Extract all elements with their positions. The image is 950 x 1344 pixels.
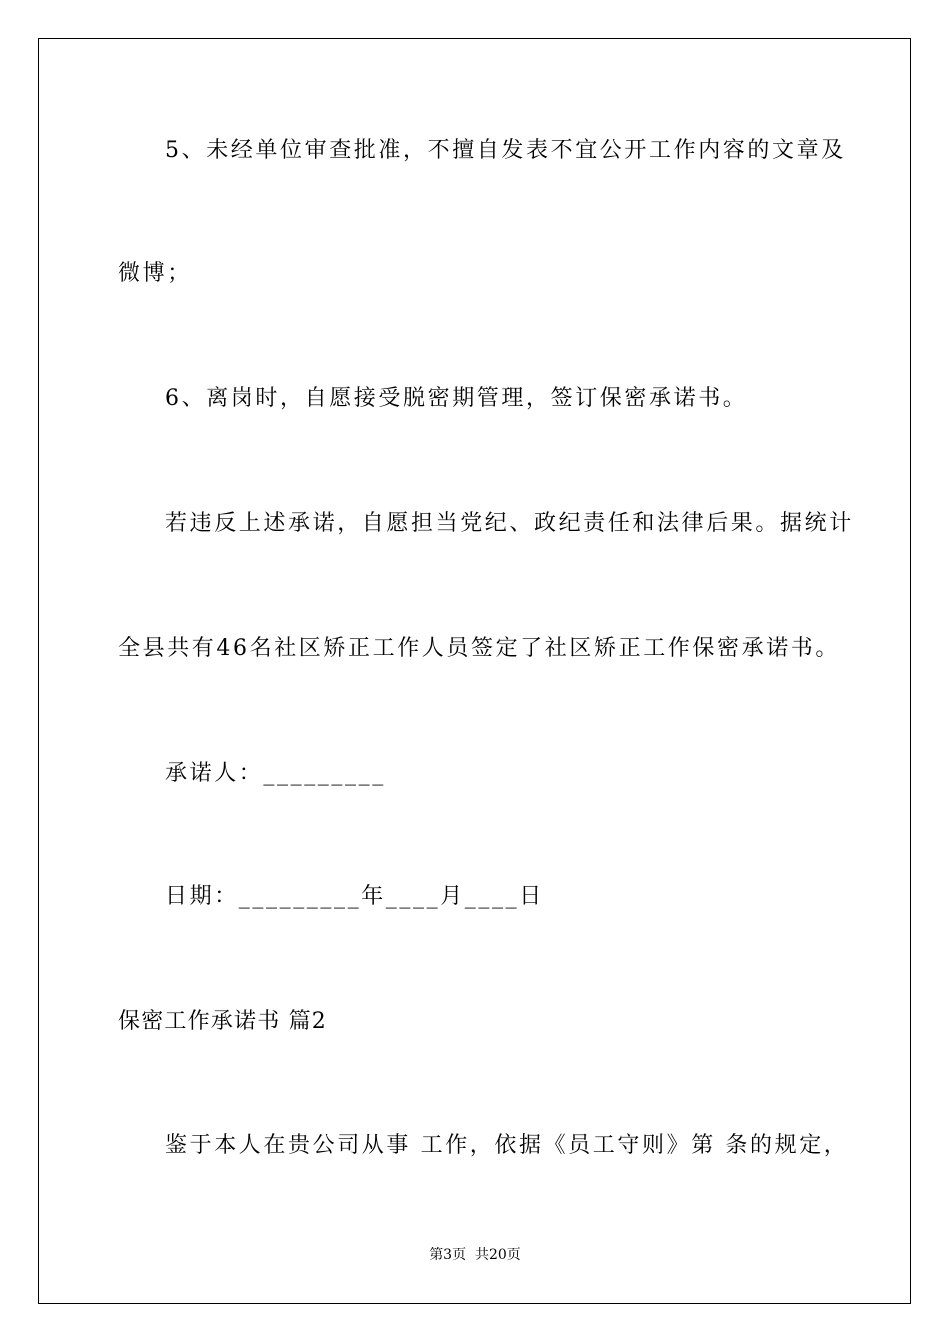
paragraph-line-3: 6、离岗时，自愿接受脱密期管理，签订保密承诺书。 (165, 386, 748, 411)
paragraph-line-9: 鉴于本人在贵公司从事 工作，依据《员工守则》第 条的规定， (165, 1133, 849, 1158)
section-heading: 保密工作承诺书 篇2 (118, 1009, 327, 1034)
page-number-footer: 第3页 共20页 (429, 1247, 521, 1263)
paragraph-line-1: 5、未经单位审查批准，不擅自发表不宜公开工作内容的文章及 (165, 138, 846, 163)
signer-line: 承诺人：_________ (165, 761, 386, 786)
paragraph-line-5: 全县共有46名社区矫正工作人员签定了社区矫正工作保密承诺书。 (118, 636, 840, 661)
paragraph-line-2: 微博； (118, 261, 192, 286)
date-line: 日期：_________年____月____日 (165, 884, 544, 909)
page-border (38, 38, 911, 1304)
paragraph-line-4: 若违反上述承诺，自愿担当党纪、政纪责任和法律后果。据统计 (165, 511, 854, 536)
